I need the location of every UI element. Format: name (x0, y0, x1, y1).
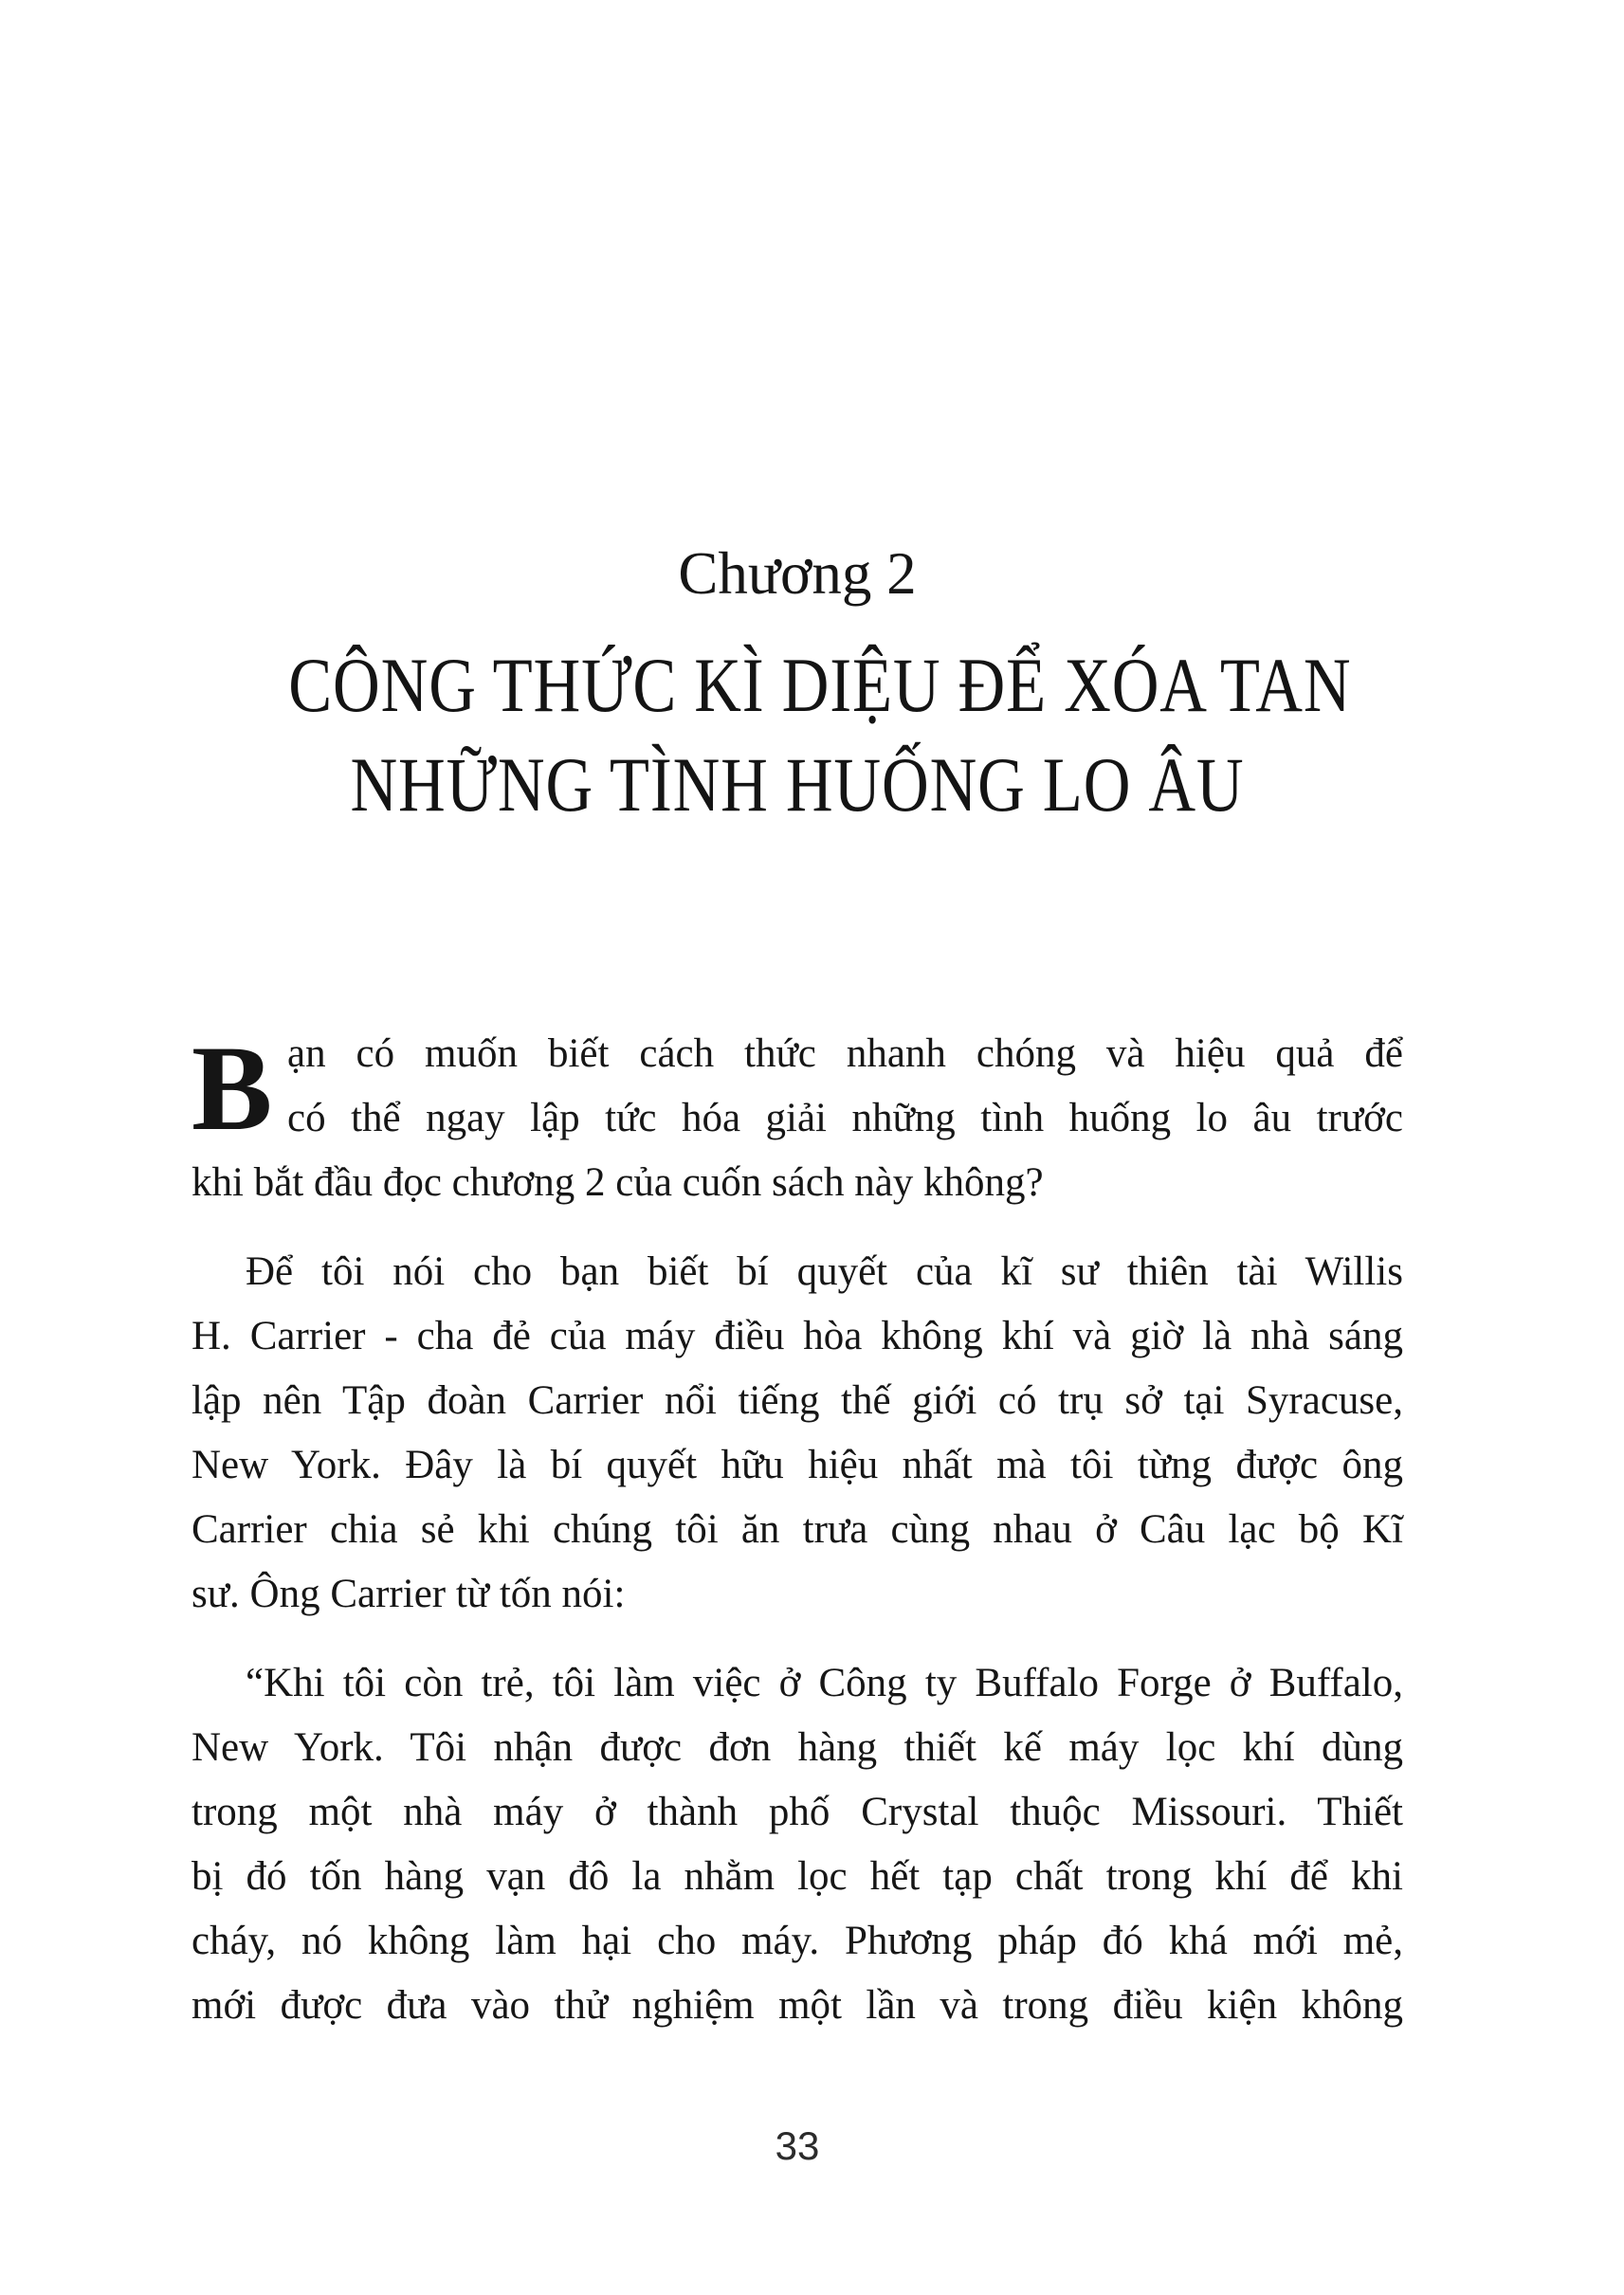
chapter-title-line-2: NHỮNG TÌNH HUỐNG LO ÂU (350, 741, 1245, 828)
text-line: bị đó tốn hàng vạn đô la nhằm lọc hết tạp chất trong khí để khi (192, 1854, 1403, 1899)
text-line: lập nên Tập đoàn Carrier nổi tiếng thế giới có trụ sở tại Syracuse, (192, 1378, 1403, 1423)
text-line: cháy, nó không làm hại cho máy. Phương pháp đó khá mới mẻ, (192, 1919, 1403, 1963)
text-line: “Khi tôi còn trẻ, tôi làm việc ở Công ty Buffalo Forge ở Buffalo, (246, 1661, 1403, 1705)
text-line: New York. Tôi nhận được đơn hàng thiết kế máy lọc khí dùng (192, 1725, 1403, 1770)
page-number: 33 (775, 2123, 820, 2168)
paragraph-2 (192, 1240, 1403, 1627)
paragraph-3 (192, 1651, 1403, 2038)
body-text (192, 1022, 1403, 2038)
drop-cap-letter: B (192, 1021, 273, 1156)
text-line: mới được đưa vào thử nghiệm một lần và trong điều kiện không (192, 1983, 1403, 2028)
text-line: New York. Đây là bí quyết hữu hiệu nhất mà tôi từng được ông (192, 1443, 1403, 1487)
chapter-title (192, 635, 1403, 834)
text-line: H. Carrier - cha đẻ của máy điều hòa không khí và giờ là nhà sáng (192, 1314, 1403, 1358)
chapter-number-heading: Chương 2 (678, 540, 917, 607)
paragraph-1 (192, 1022, 1403, 1215)
text-line: có thể ngay lập tức hóa giải những tình huống lo âu trước (287, 1096, 1403, 1140)
text-line: khi bắt đầu đọc chương 2 của cuốn sách này không? (192, 1160, 1044, 1205)
chapter-title-line-1: CÔNG THỨC KÌ DIỆU ĐỂ XÓA TAN (288, 642, 1352, 728)
text-line: Để tôi nói cho bạn biết bí quyết của kĩ sư thiên tài Willis (246, 1249, 1403, 1294)
text-line: trong một nhà máy ở thành phố Crystal thuộc Missouri. Thiết (192, 1790, 1403, 1834)
text-line: ạn có muốn biết cách thức nhanh chóng và hiệu quả để (287, 1031, 1403, 1076)
text-line: sư. Ông Carrier từ tốn nói: (192, 1572, 626, 1616)
page-content (192, 0, 1403, 2038)
text-line: Carrier chia sẻ khi chúng tôi ăn trưa cùng nhau ở Câu lạc bộ Kĩ (192, 1507, 1403, 1552)
